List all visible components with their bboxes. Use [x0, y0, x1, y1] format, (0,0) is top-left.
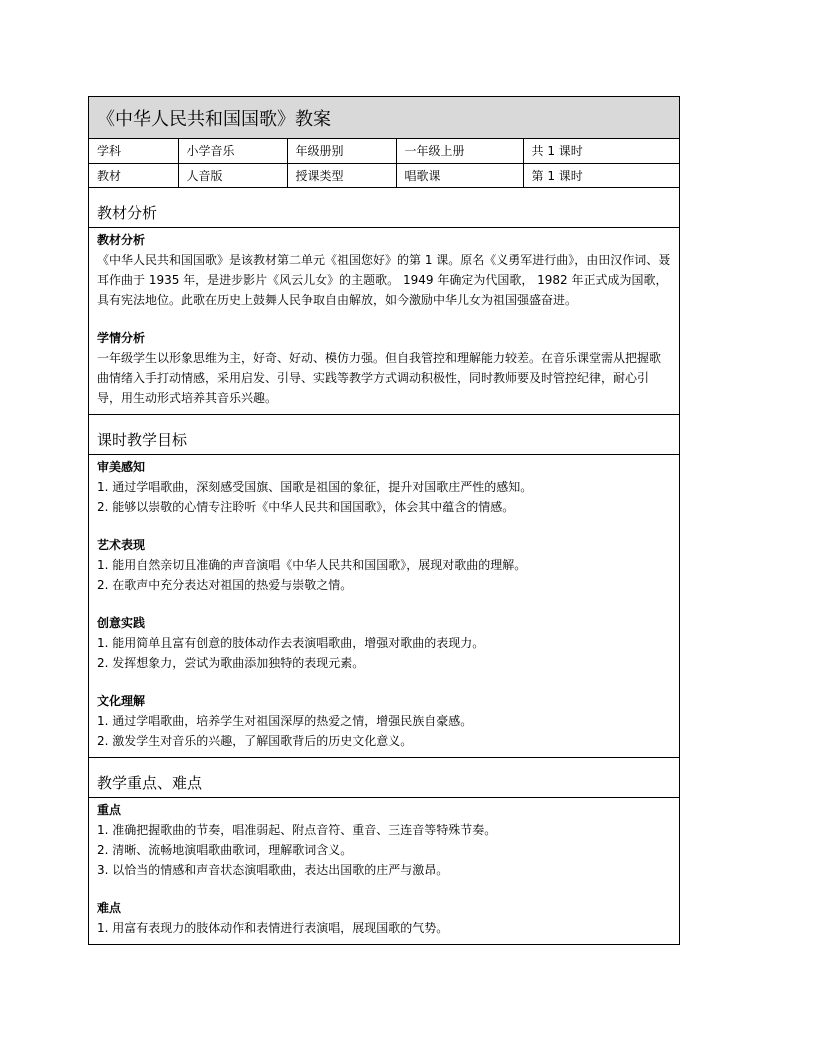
subheading: 艺术表现	[97, 537, 146, 552]
paragraph: 《中华人民共和国国歌》是该教材第二单元《祖国您好》的第 1 课。原名《义勇军进行曲》，由田汉作词、聂耳作曲于 1935 年，是进步影片《风云儿女》的主题歌。 1949 年确定为代国歌， 1982 年正式成为国歌，具有宪法地位。此歌在历史上鼓舞人民争取自由解放，如今激励中华儿女为祖国强盛奋进。	[97, 252, 671, 307]
section-goals	[89, 455, 679, 758]
paragraph: 一年级学生以形象思维为主，好奇、好动、模仿力强。但自我管控和理解能力较差。在音乐课堂需从把握歌曲情绪入手打动情感，采用启发、引导、实践等教学方式调动积极性，同时教师要及时管控纪律，耐心引导，用生动形式培养其音乐兴趣。	[97, 350, 662, 405]
section-focus	[89, 798, 679, 944]
list-item: 1. 通过学唱歌曲，培养学生对祖国深厚的热爱之情，增强民族自豪感。	[97, 713, 473, 728]
section-heading-analysis: 教材分析	[89, 188, 679, 228]
list-item: 2. 发挥想象力，尝试为歌曲添加独特的表现元素。	[97, 655, 365, 670]
section-heading-goals: 课时教学目标	[89, 415, 679, 455]
meta-cell: 共 1 课时	[523, 139, 679, 163]
meta-cell: 小学音乐	[178, 139, 287, 163]
list-item: 1. 准确把握歌曲的节奏，唱准弱起、附点音符、重音、三连音等特殊节奏。	[97, 822, 497, 837]
meta-cell: 一年级上册	[396, 139, 523, 163]
subheading: 创意实践	[97, 615, 146, 630]
list-item: 2. 清晰、流畅地演唱歌曲歌词，理解歌词含义。	[97, 842, 353, 857]
meta-cell: 人音版	[178, 163, 287, 187]
subheading: 学情分析	[97, 330, 146, 345]
section-heading-focus: 教学重点、难点	[89, 758, 679, 798]
meta-cell: 授课类型	[287, 163, 396, 187]
list-item: 2. 激发学生对音乐的兴趣，了解国歌背后的历史文化意义。	[97, 733, 413, 748]
list-item: 1. 通过学唱歌曲，深刻感受国旗、国歌是祖国的象征，提升对国歌庄严性的感知。	[97, 479, 533, 494]
subheading: 重点	[97, 802, 122, 817]
list-item: 1. 用富有表现力的肢体动作和表情进行表演唱，展现国歌的气势。	[97, 920, 449, 935]
meta-table	[89, 139, 679, 188]
document-title: 《中华人民共和国国歌》教案	[89, 97, 679, 139]
meta-row	[89, 163, 679, 187]
meta-cell: 年级册别	[287, 139, 396, 163]
list-item: 1. 能用简单且富有创意的肢体动作去表演唱歌曲，增强对歌曲的表现力。	[97, 635, 485, 650]
list-item: 1. 能用自然亲切且准确的声音演唱《中华人民共和国国歌》，展现对歌曲的理解。	[97, 557, 527, 572]
meta-cell: 唱歌课	[396, 163, 523, 187]
meta-cell: 学科	[89, 139, 178, 163]
lesson-plan-document	[88, 96, 680, 945]
list-item: 2. 能够以崇敬的心情专注聆听《中华人民共和国国歌》，体会其中蕴含的情感。	[97, 499, 515, 514]
subheading: 文化理解	[97, 693, 146, 708]
subheading: 难点	[97, 900, 122, 915]
list-item: 3. 以恰当的情感和声音状态演唱歌曲，表达出国歌的庄严与激昂。	[97, 862, 449, 877]
meta-cell: 教材	[89, 163, 178, 187]
subheading: 教材分析	[97, 232, 146, 247]
list-item: 2. 在歌声中充分表达对祖国的热爱与崇敬之情。	[97, 577, 353, 592]
meta-cell: 第 1 课时	[523, 163, 679, 187]
subheading: 审美感知	[97, 459, 146, 474]
section-analysis	[89, 228, 679, 415]
meta-row	[89, 139, 679, 163]
